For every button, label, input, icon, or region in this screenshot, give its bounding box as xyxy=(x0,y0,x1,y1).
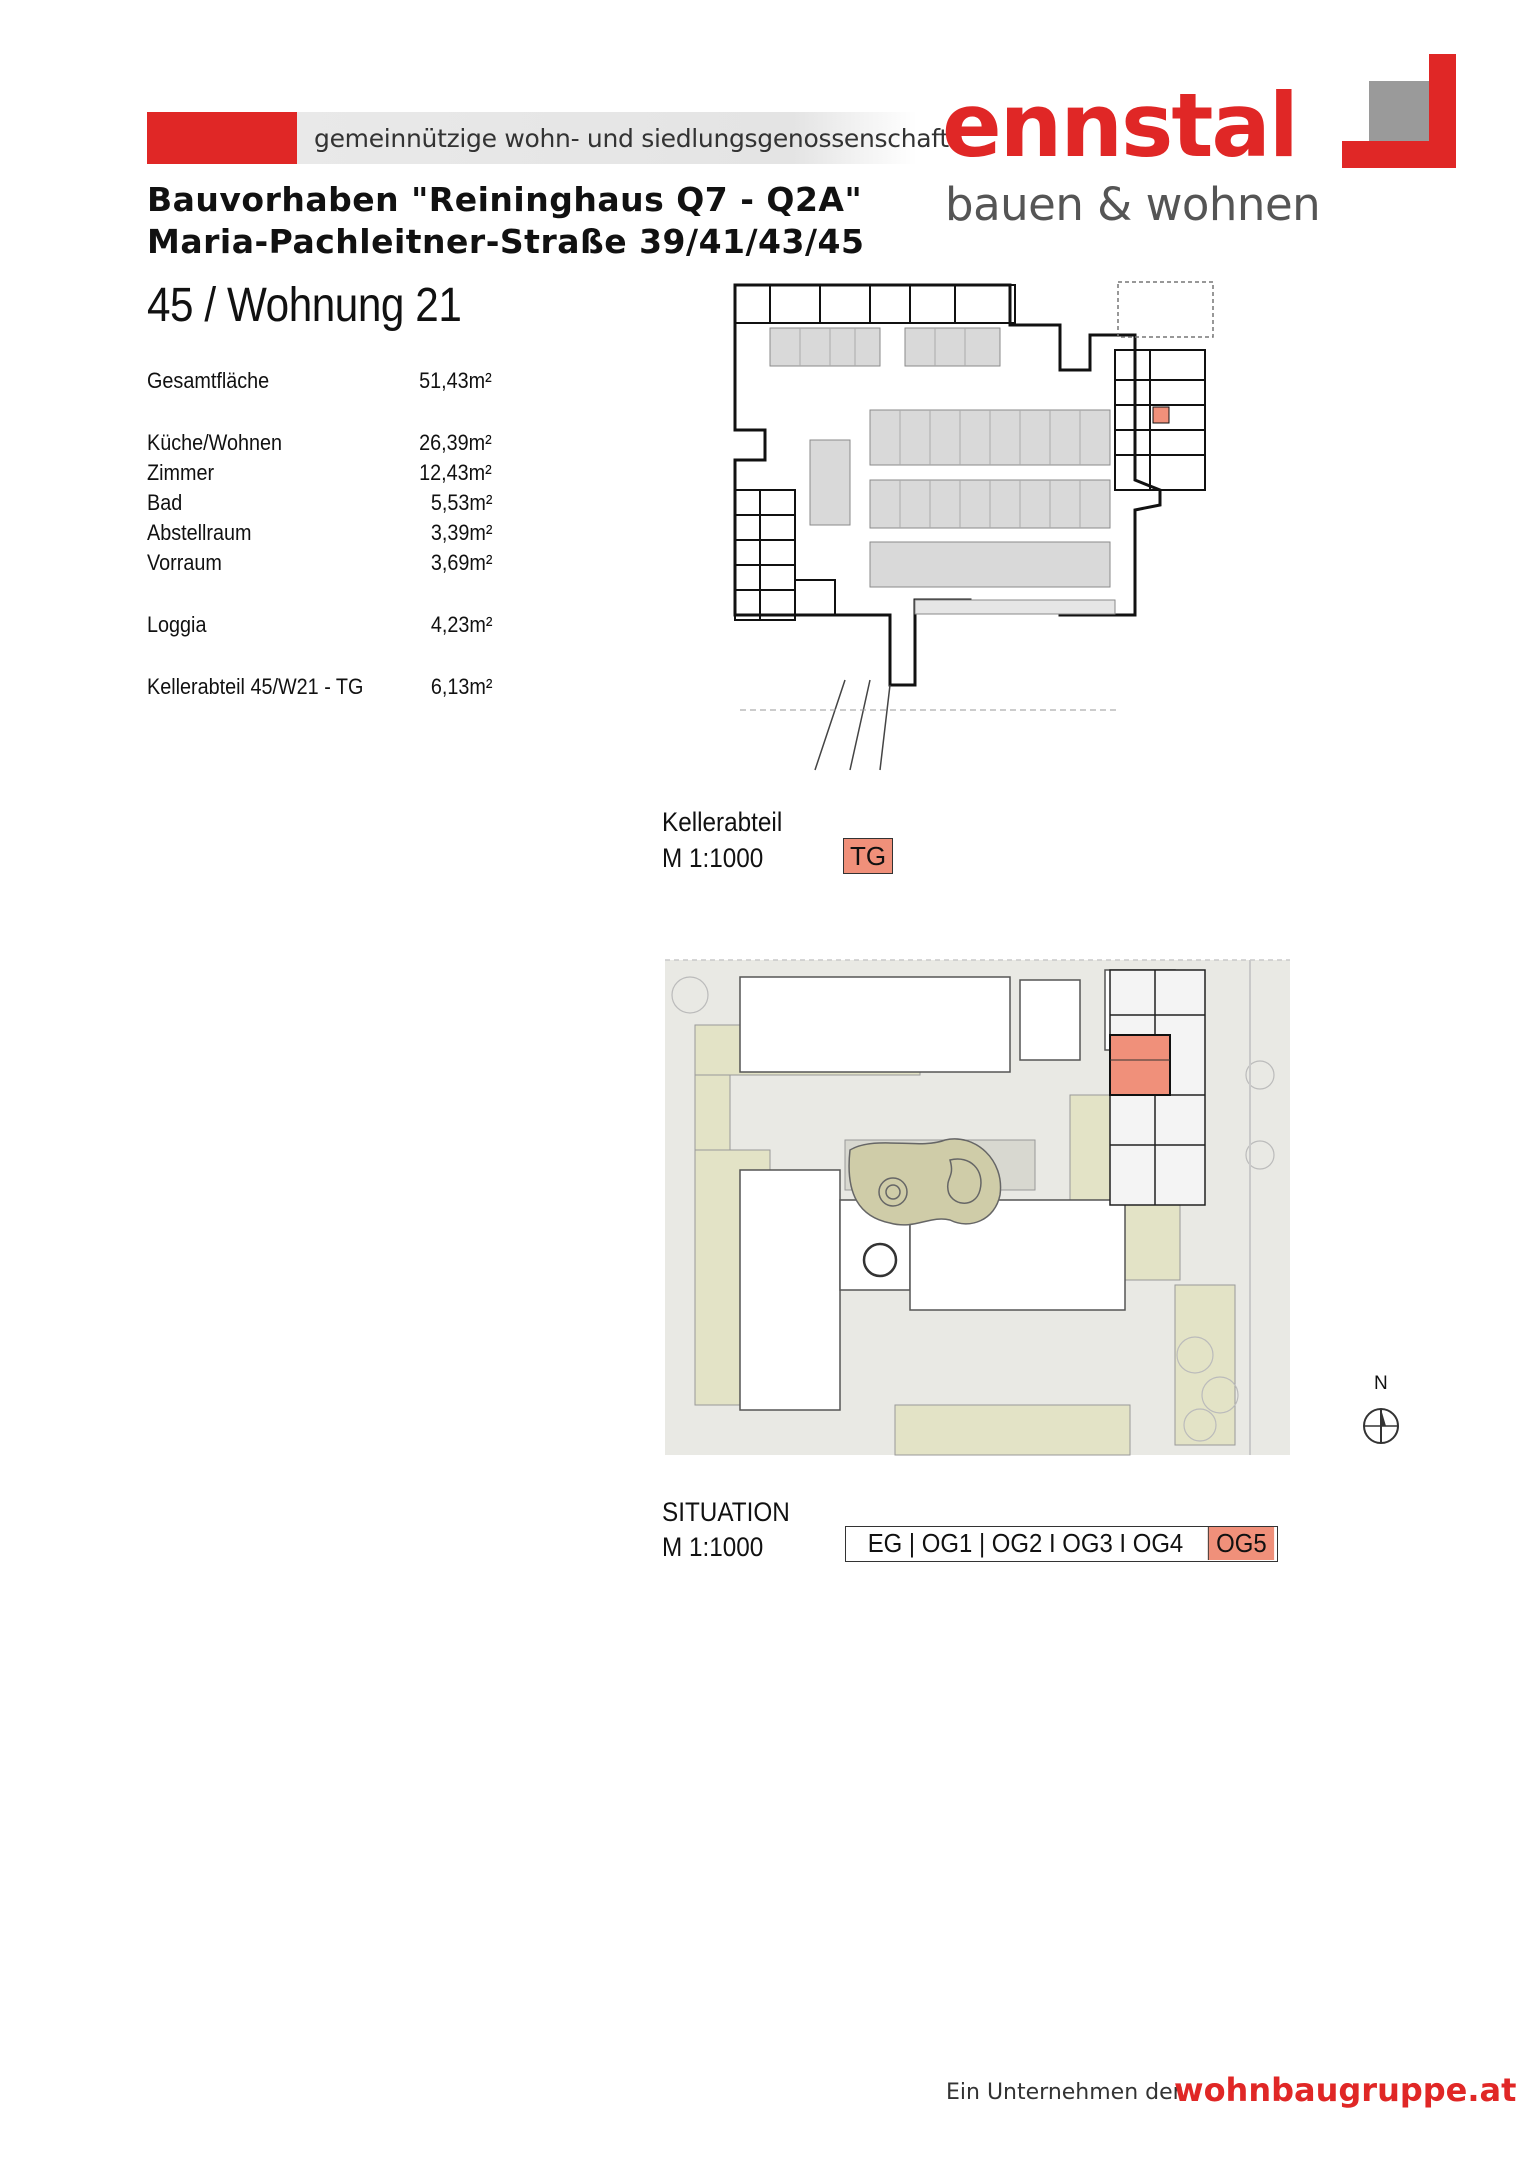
area-label: Bad xyxy=(147,490,183,515)
floor-list: EG | OG1 | OG2 I OG3 I OG4 xyxy=(867,1528,1184,1558)
north-arrow-icon xyxy=(1360,1405,1402,1447)
area-row xyxy=(147,460,492,488)
brand-logo-text: ennstal xyxy=(942,74,1297,177)
area-label: Gesamtfläche xyxy=(147,368,270,393)
area-row-loggia xyxy=(147,612,492,640)
area-row-cellar xyxy=(147,674,492,702)
footer-brand-logo: wohnbaugruppe.at xyxy=(1174,2071,1517,2109)
area-row xyxy=(147,490,492,518)
cellar-floor-plan xyxy=(730,280,1220,775)
area-label: Abstellraum xyxy=(147,520,252,545)
area-row xyxy=(147,520,492,548)
floor-selector xyxy=(845,1526,1278,1562)
site-plan-caption: SITUATION xyxy=(662,1497,790,1527)
area-row xyxy=(147,550,492,578)
header-tagline: gemeinnützige wohn- und siedlungsgenossenschaft xyxy=(314,124,949,153)
brand-logo-subtitle: bauen & wohnen xyxy=(945,178,1321,231)
site-plan xyxy=(660,955,1290,1460)
area-value: 3,39m² xyxy=(430,520,492,545)
area-value: 3,69m² xyxy=(430,550,492,575)
area-label: Kellerabteil 45/W21 - TG xyxy=(147,674,364,699)
cellar-plan-caption: Kellerabteil xyxy=(662,807,783,837)
header-red-bar xyxy=(147,112,297,164)
area-label: Vorraum xyxy=(147,550,222,575)
area-value: 5,53m² xyxy=(430,490,492,515)
brand-logo-mark xyxy=(1342,54,1456,168)
area-row xyxy=(147,430,492,458)
footer-prefix: Ein Unternehmen der xyxy=(946,2080,1182,2105)
unit-title: 45 / Wohnung 21 xyxy=(147,279,462,332)
north-label: N xyxy=(1374,1373,1388,1394)
area-label: Loggia xyxy=(147,612,207,637)
area-label: Küche/Wohnen xyxy=(147,430,283,455)
area-value: 51,43m² xyxy=(419,368,492,393)
level-tag-tg: TG xyxy=(843,838,893,874)
area-value: 12,43m² xyxy=(419,460,492,485)
site-plan-scale: M 1:1000 xyxy=(662,1532,764,1562)
project-title: Bauvorhaben "Reininghaus Q7 - Q2A" xyxy=(147,180,863,219)
project-address: Maria-Pachleitner-Straße 39/41/43/45 xyxy=(147,222,865,261)
floor-active: OG5 xyxy=(1208,1527,1274,1560)
cellar-plan-scale: M 1:1000 xyxy=(662,843,764,873)
area-row-total xyxy=(147,368,492,396)
area-value: 6,13m² xyxy=(430,674,492,699)
area-value: 4,23m² xyxy=(430,612,492,637)
area-label: Zimmer xyxy=(147,460,215,485)
area-value: 26,39m² xyxy=(419,430,492,455)
